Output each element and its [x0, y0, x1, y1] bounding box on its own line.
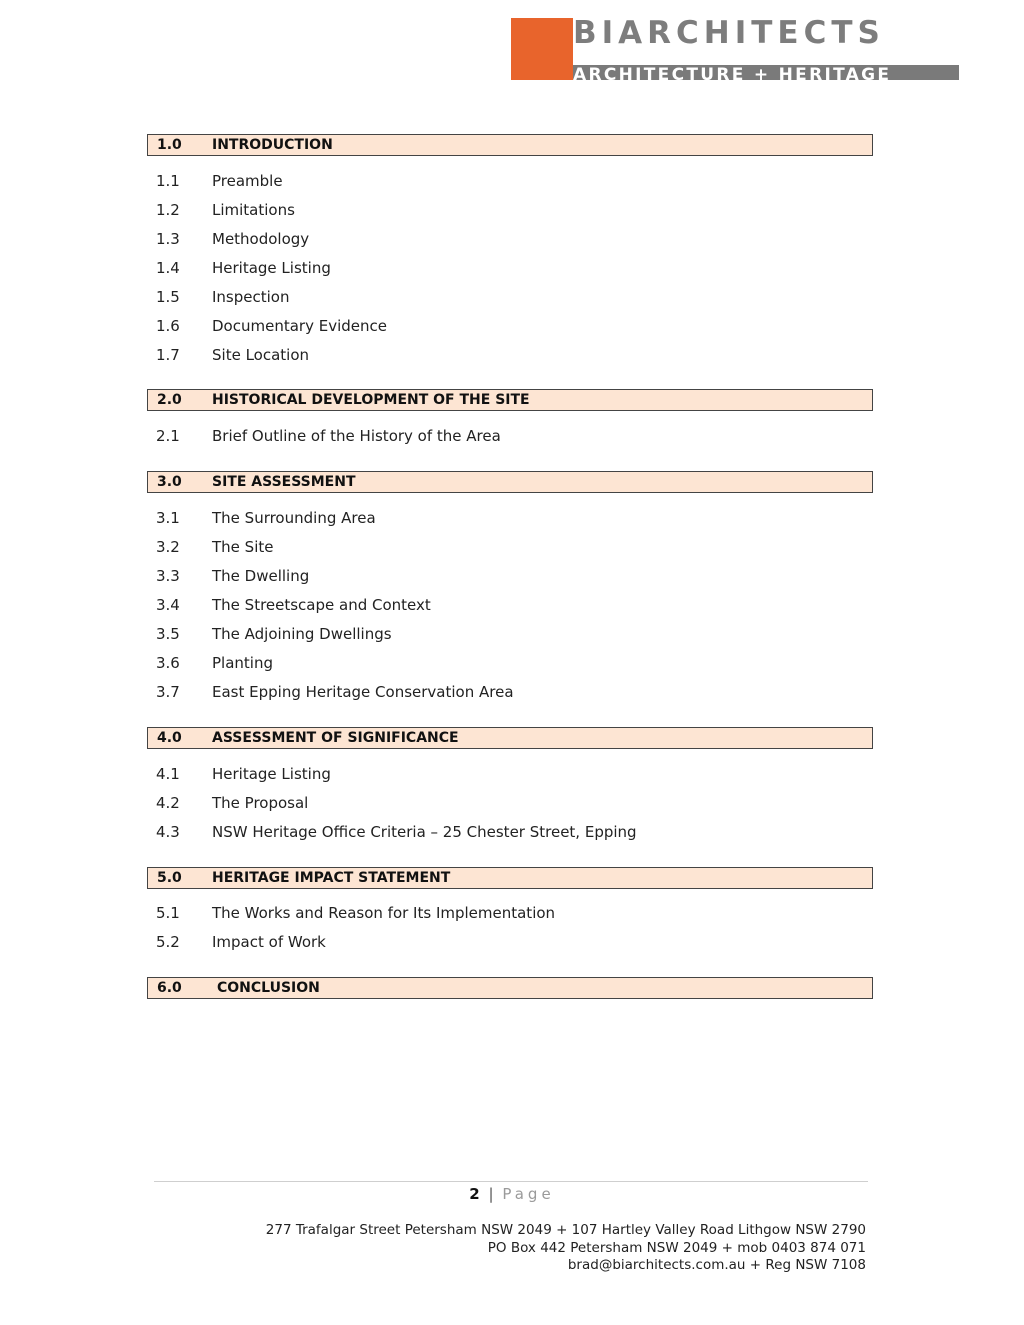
item-number: 3.4 — [156, 596, 180, 614]
footer-divider — [154, 1181, 868, 1182]
section-title: ASSESSMENT OF SIGNIFICANCE — [212, 730, 459, 746]
section-title: HISTORICAL DEVELOPMENT OF THE SITE — [212, 392, 530, 408]
item-number: 4.1 — [156, 765, 180, 783]
item-number: 1.5 — [156, 288, 180, 306]
footer-email-line: brad@biarchitects.com.au + Reg NSW 7108 — [567, 1257, 866, 1273]
item-label: Inspection — [212, 288, 290, 306]
page-number — [0, 1185, 1024, 1203]
section-title: INTRODUCTION — [212, 137, 333, 153]
section-number: 4.0 — [157, 730, 182, 746]
item-number: 1.1 — [156, 172, 180, 190]
item-number: 1.6 — [156, 317, 180, 335]
item-label: Methodology — [212, 230, 310, 248]
logo-orange-square — [511, 18, 573, 80]
item-label: East Epping Heritage Conservation Area — [212, 683, 514, 701]
item-label: Heritage Listing — [212, 259, 331, 277]
page-number-separator: | — [488, 1185, 494, 1203]
item-number: 3.3 — [156, 567, 180, 585]
section-title: SITE ASSESSMENT — [212, 474, 356, 490]
logo-name-band — [573, 15, 959, 51]
item-number: 3.2 — [156, 538, 180, 556]
toc-section-header — [147, 867, 873, 889]
item-number: 1.3 — [156, 230, 180, 248]
item-label: Preamble — [212, 172, 283, 190]
section-number: 1.0 — [157, 137, 182, 153]
section-number: 6.0 — [157, 980, 182, 996]
item-label: The Works and Reason for Its Implementation — [212, 904, 556, 922]
item-label: Heritage Listing — [212, 765, 331, 783]
item-label: The Streetscape and Context — [212, 596, 431, 614]
item-label: Planting — [212, 654, 273, 672]
section-title: CONCLUSION — [217, 980, 320, 996]
item-label: Impact of Work — [212, 933, 326, 951]
footer-address-line: 277 Trafalgar Street Petersham NSW 2049 + 107 Hartley Valley Road Lithgow NSW 2790 — [265, 1222, 866, 1238]
toc-section-header — [147, 134, 873, 156]
page-number-value: 2 — [469, 1185, 480, 1203]
section-number: 3.0 — [157, 474, 182, 490]
item-number: 4.3 — [156, 823, 180, 841]
item-number: 3.5 — [156, 625, 180, 643]
section-number: 2.0 — [157, 392, 182, 408]
page-word: Page — [502, 1185, 555, 1203]
item-label: Limitations — [212, 201, 295, 219]
toc-section-header — [147, 471, 873, 493]
logo-name: BIARCHITECTS — [573, 15, 885, 51]
item-number: 2.1 — [156, 427, 180, 445]
footer-address-line: PO Box 442 Petersham NSW 2049 + mob 0403 874 071 — [487, 1240, 866, 1256]
item-number: 1.2 — [156, 201, 180, 219]
company-logo — [511, 15, 959, 85]
item-number: 4.2 — [156, 794, 180, 812]
logo-tagline-band — [573, 65, 959, 85]
logo-tagline: ARCHITECTURE + HERITAGE — [573, 65, 892, 85]
item-number: 1.7 — [156, 346, 180, 364]
item-number: 5.2 — [156, 933, 180, 951]
item-number: 3.6 — [156, 654, 180, 672]
item-label: Documentary Evidence — [212, 317, 387, 335]
item-label: The Adjoining Dwellings — [212, 625, 392, 643]
section-title: HERITAGE IMPACT STATEMENT — [212, 870, 451, 886]
item-label: The Site — [212, 538, 274, 556]
section-number: 5.0 — [157, 870, 182, 886]
item-label: The Surrounding Area — [212, 509, 376, 527]
item-number: 3.1 — [156, 509, 180, 527]
item-label: Brief Outline of the History of the Area — [212, 427, 501, 445]
item-number: 3.7 — [156, 683, 180, 701]
item-number: 1.4 — [156, 259, 180, 277]
item-label: Site Location — [212, 346, 310, 364]
item-label: NSW Heritage Office Criteria – 25 Chester Street, Epping — [212, 823, 637, 841]
item-number: 5.1 — [156, 904, 180, 922]
toc-section-header — [147, 389, 873, 411]
item-label: The Dwelling — [212, 567, 310, 585]
item-label: The Proposal — [212, 794, 309, 812]
toc-section-header — [147, 727, 873, 749]
toc-section-header — [147, 977, 873, 999]
